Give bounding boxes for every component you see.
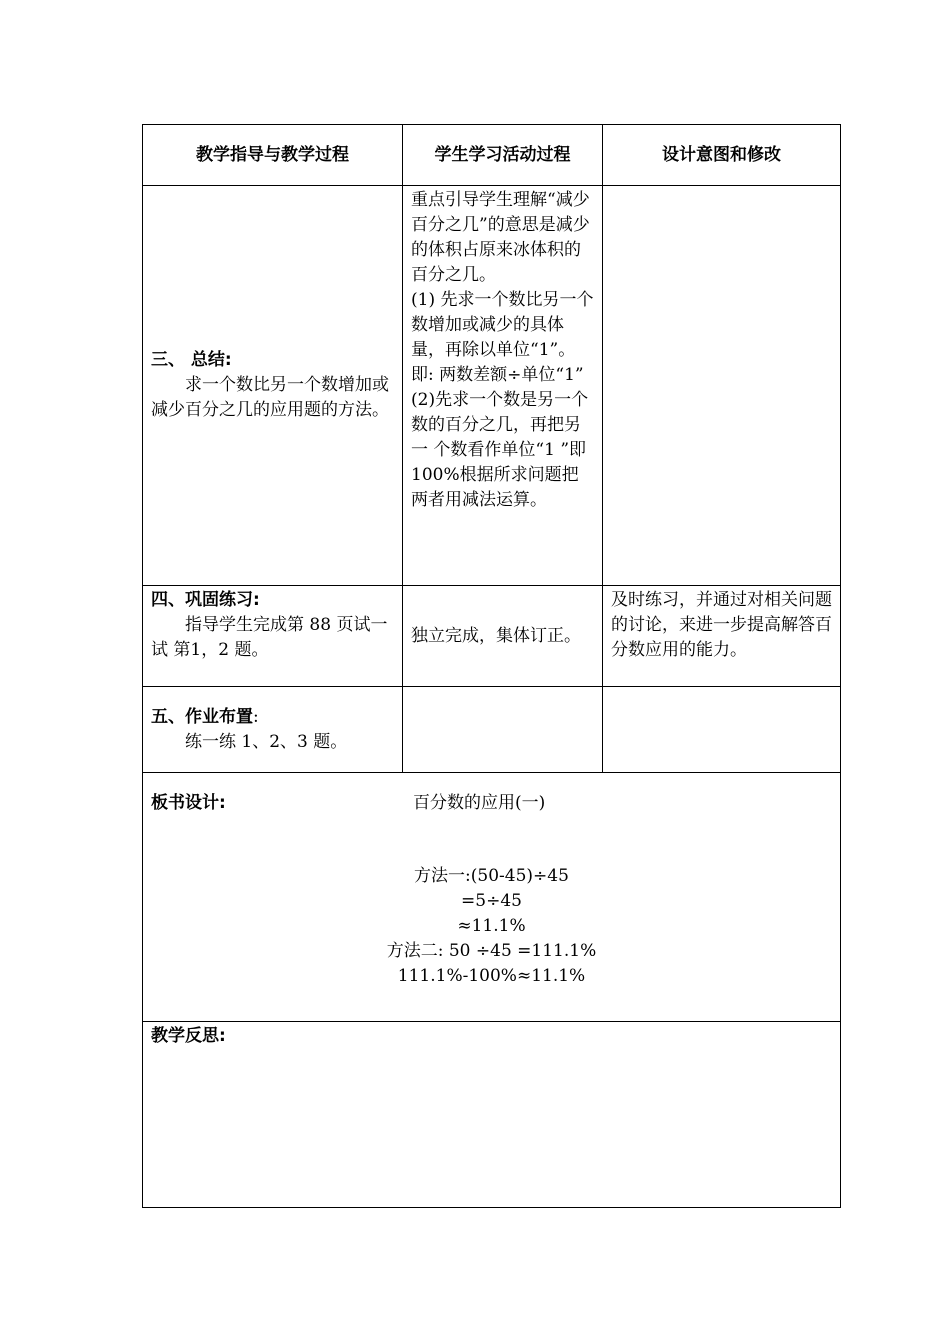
- homework-teacher-cell: [143, 687, 403, 773]
- header-student-activity: 学生学习活动过程: [403, 125, 603, 186]
- practice-design-text: 及时练习，并通过对相关问题的讨论，来进一步提高解答百分数应用的能力。: [611, 590, 832, 660]
- table-header-row: [143, 125, 841, 186]
- board-design-cell: [143, 773, 841, 1022]
- practice-row: [143, 586, 841, 687]
- summary-text: 求一个数比另一个数增加或减少百分之几的应用题的方法。: [151, 375, 389, 420]
- reflection-label: 教学反思:: [151, 1026, 226, 1046]
- formula-line-4: 方法二: 50 ÷45 =111.1%: [386, 941, 597, 961]
- practice-student-cell: [403, 586, 603, 687]
- header-design-intent: 设计意图和修改: [603, 125, 841, 186]
- reflection-row: [143, 1022, 841, 1208]
- practice-student-text: 独立完成，集体订正。: [411, 625, 581, 646]
- practice-teacher-cell: [143, 586, 403, 687]
- summary-student-cell: [403, 186, 603, 586]
- homework-row: [143, 687, 841, 773]
- summary-student-para-3: (2)先求一个数是另一个 数的百分之几，再把另一 个数看作单位“1 ”即 100%根据所求问题把两者用减法运算。: [411, 390, 589, 510]
- board-title: 百分数的应用(一): [413, 793, 546, 813]
- homework-title: 五、作业布置: [151, 706, 253, 727]
- board-design-label: 板书设计:: [151, 793, 226, 813]
- reflection-cell: [143, 1022, 841, 1208]
- formula-line-2: =5÷45: [461, 891, 522, 911]
- homework-title-colon: :: [253, 706, 259, 727]
- homework-student-cell: [403, 687, 603, 773]
- summary-title: 三、 总结:: [151, 350, 232, 370]
- formula-line-5: 111.1%-100%≈11.1%: [397, 966, 586, 986]
- summary-teacher-cell: [143, 186, 403, 586]
- homework-design-cell: [603, 687, 841, 773]
- board-design-row: [143, 773, 841, 1022]
- homework-text: 练一练 1、2、3 题。: [185, 731, 348, 752]
- summary-student-para-1: 重点引导学生理解“减少百分之几”的意思是减少的体积占原来冰体积的百分之几。: [411, 190, 590, 285]
- formula-line-3: ≈11.1%: [457, 916, 526, 936]
- practice-text: 指导学生完成第 88 页试一试 第1，2 题。: [151, 615, 388, 660]
- lesson-plan-table: [142, 124, 841, 1208]
- board-formulas: [151, 864, 832, 989]
- summary-row: [143, 186, 841, 586]
- formula-line-1: 方法一:(50-45)÷45: [414, 866, 569, 886]
- summary-student-para-2: (1) 先求一个数比另一个数增加或减少的具体量，再除以单位“1”。即: 两数差额÷单位“1”: [411, 290, 594, 385]
- header-teaching-process: 教学指导与教学过程: [143, 125, 403, 186]
- practice-design-cell: [603, 586, 841, 687]
- practice-title: 四、巩固练习:: [151, 590, 260, 610]
- summary-design-cell: [603, 186, 841, 586]
